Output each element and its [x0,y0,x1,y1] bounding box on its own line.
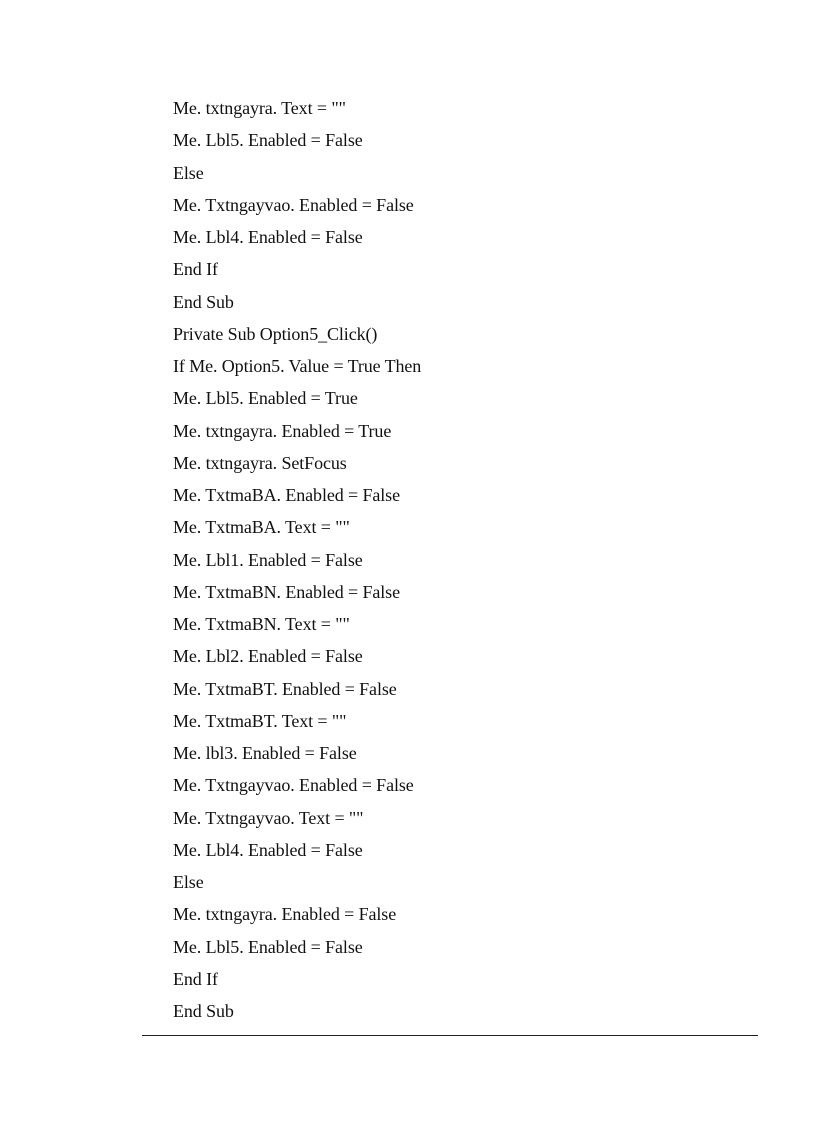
code-line: Me. Txtngayvao. Enabled = False [173,775,414,796]
code-line: Me. Lbl1. Enabled = False [173,549,363,570]
code-line: Me. TxtmaBT. Text = "" [173,710,347,731]
code-line: Me. TxtmaBN. Text = "" [173,614,350,634]
code-line: Me. txtngayra. SetFocus [173,452,347,473]
code-line: Me. TxtmaBA. Enabled = False [173,485,400,505]
code-line: End If [173,968,218,989]
footer-divider [142,1035,758,1036]
code-line: Me. Lbl5. Enabled = True [173,388,358,409]
code-line: Me. txtngayra. Enabled = False [173,904,397,925]
code-line: End If [173,259,218,280]
code-line: Me. Lbl4. Enabled = False [173,839,363,860]
code-line: Me. Lbl5. Enabled = False [173,130,363,151]
code-line: Me. Lbl5. Enabled = False [173,936,363,957]
code-line: Me. Txtngayvao. Enabled = False [173,194,414,215]
code-line: End Sub [173,1001,234,1021]
code-line: Me. Lbl2. Enabled = False [173,646,363,667]
code-line: Else [173,872,204,892]
code-line: Me. TxtmaBN. Enabled = False [173,581,400,602]
code-line: Private Sub Option5_Click() [173,323,378,344]
code-line: Me. Lbl4. Enabled = False [173,227,363,247]
code-line: Me. TxtmaBT. Enabled = False [173,678,397,699]
code-line: Else [173,162,204,183]
code-listing [173,92,421,1027]
code-line: Me. txtngayra. Enabled = True [173,420,392,441]
code-line: End Sub [173,291,234,312]
code-line: Me. lbl3. Enabled = False [173,743,357,763]
code-line: Me. TxtmaBA. Text = "" [173,517,350,538]
code-line: Me. txtngayra. Text = "" [173,98,346,118]
code-line: Me. Txtngayvao. Text = "" [173,807,364,828]
code-line: If Me. Option5. Value = True Then [173,356,422,376]
